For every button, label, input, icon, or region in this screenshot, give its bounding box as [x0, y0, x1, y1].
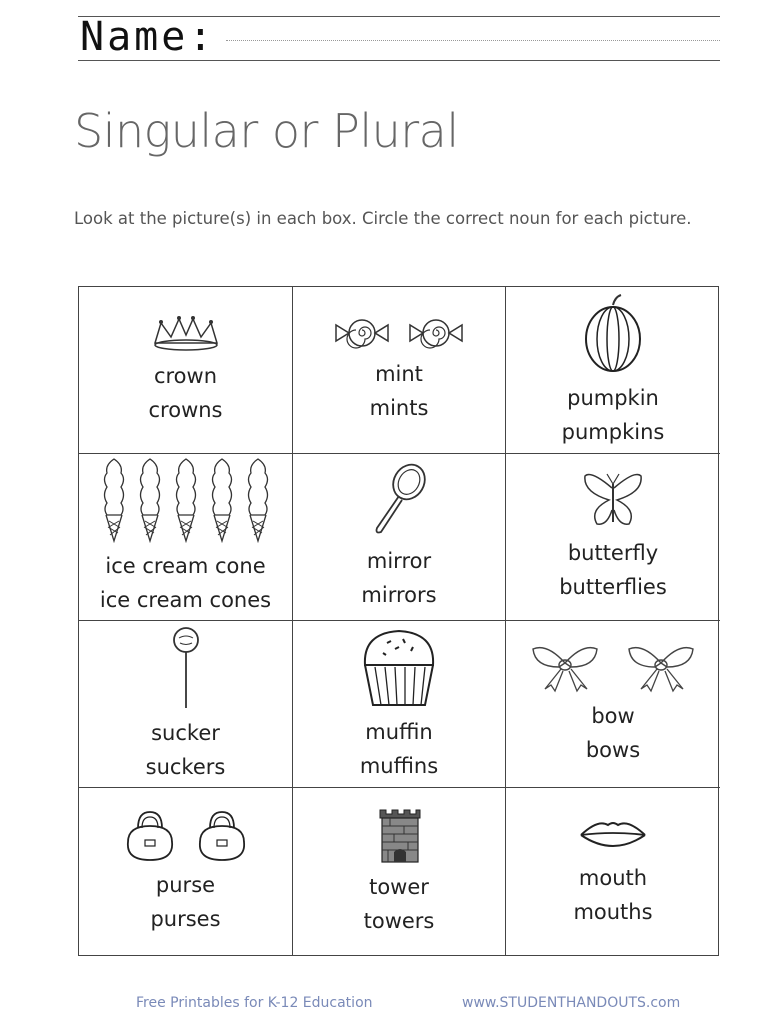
footer-website[interactable]: www.STUDENTHANDOUTS.com [462, 995, 681, 1011]
ice-cream-cone-icon [245, 457, 271, 543]
butterfly-icon [581, 470, 645, 530]
word-plural[interactable]: ice cream cones [99, 588, 272, 612]
word-plural[interactable]: towers [363, 908, 435, 933]
word-plural[interactable]: pumpkins [561, 420, 665, 444]
word-singular[interactable]: crown [153, 364, 218, 388]
word-plural[interactable]: mints [369, 396, 429, 420]
purse-icon [122, 808, 178, 862]
cell-muffin [293, 621, 506, 788]
word-singular[interactable]: mint [375, 362, 423, 386]
word-singular[interactable]: mirror [366, 549, 432, 573]
page-title: Singular or Plural [74, 104, 459, 158]
pumpkin-icon [583, 291, 643, 375]
word-plural[interactable]: suckers [145, 755, 226, 779]
cell-sucker [79, 621, 293, 788]
name-guide-dotted [226, 40, 720, 41]
sucker-icon [171, 624, 201, 710]
cell-tower [293, 788, 506, 955]
word-plural[interactable]: butterflies [559, 575, 667, 599]
word-plural[interactable]: mouths [573, 899, 653, 924]
tower-icon [374, 806, 424, 864]
cell-pumpkin [506, 287, 720, 454]
word-plural[interactable]: muffins [359, 754, 439, 778]
cell-ice-cream-cone [79, 454, 293, 621]
word-singular[interactable]: ice cream cone [105, 554, 266, 578]
word-singular[interactable]: purse [155, 872, 216, 897]
bow-icon [625, 641, 697, 693]
word-plural[interactable]: purses [150, 906, 221, 931]
instructions: Look at the picture(s) in each box. Circle the correct noun for each picture. [74, 209, 692, 228]
bow-icon [529, 641, 601, 693]
crown-icon [151, 313, 221, 353]
word-plural[interactable]: crowns [148, 398, 223, 422]
cell-crown [79, 287, 293, 454]
cell-purse [79, 788, 293, 955]
mint-icon [332, 315, 392, 351]
mirror-icon [369, 462, 429, 538]
word-singular[interactable]: butterfly [567, 541, 659, 565]
ice-cream-cone-icon [173, 457, 199, 543]
footer-tagline: Free Printables for K-12 Education [136, 995, 373, 1011]
word-singular[interactable]: mouth [578, 865, 648, 890]
mint-icon [406, 315, 466, 351]
cell-mirror [293, 454, 506, 621]
word-singular[interactable]: pumpkin [567, 386, 659, 410]
word-plural[interactable]: mirrors [361, 583, 437, 607]
name-area [78, 8, 720, 58]
ice-cream-cone-icon [137, 457, 163, 543]
word-singular[interactable]: sucker [151, 721, 220, 745]
word-plural[interactable]: bows [585, 738, 641, 762]
mouth-icon [578, 815, 648, 855]
word-singular[interactable]: bow [591, 704, 635, 728]
word-singular[interactable]: muffin [365, 720, 433, 744]
purse-icon [194, 808, 250, 862]
worksheet-grid [78, 286, 719, 956]
cell-mint [293, 287, 506, 454]
muffin-icon [359, 625, 439, 709]
cell-butterfly [506, 454, 720, 621]
ice-cream-cone-icon [101, 457, 127, 543]
cell-mouth [506, 788, 720, 955]
ice-cream-cone-icon [209, 457, 235, 543]
name-guide-bottom [78, 60, 720, 61]
cell-bow [506, 621, 720, 788]
word-singular[interactable]: tower [369, 874, 429, 899]
name-label: Name: [80, 14, 216, 60]
